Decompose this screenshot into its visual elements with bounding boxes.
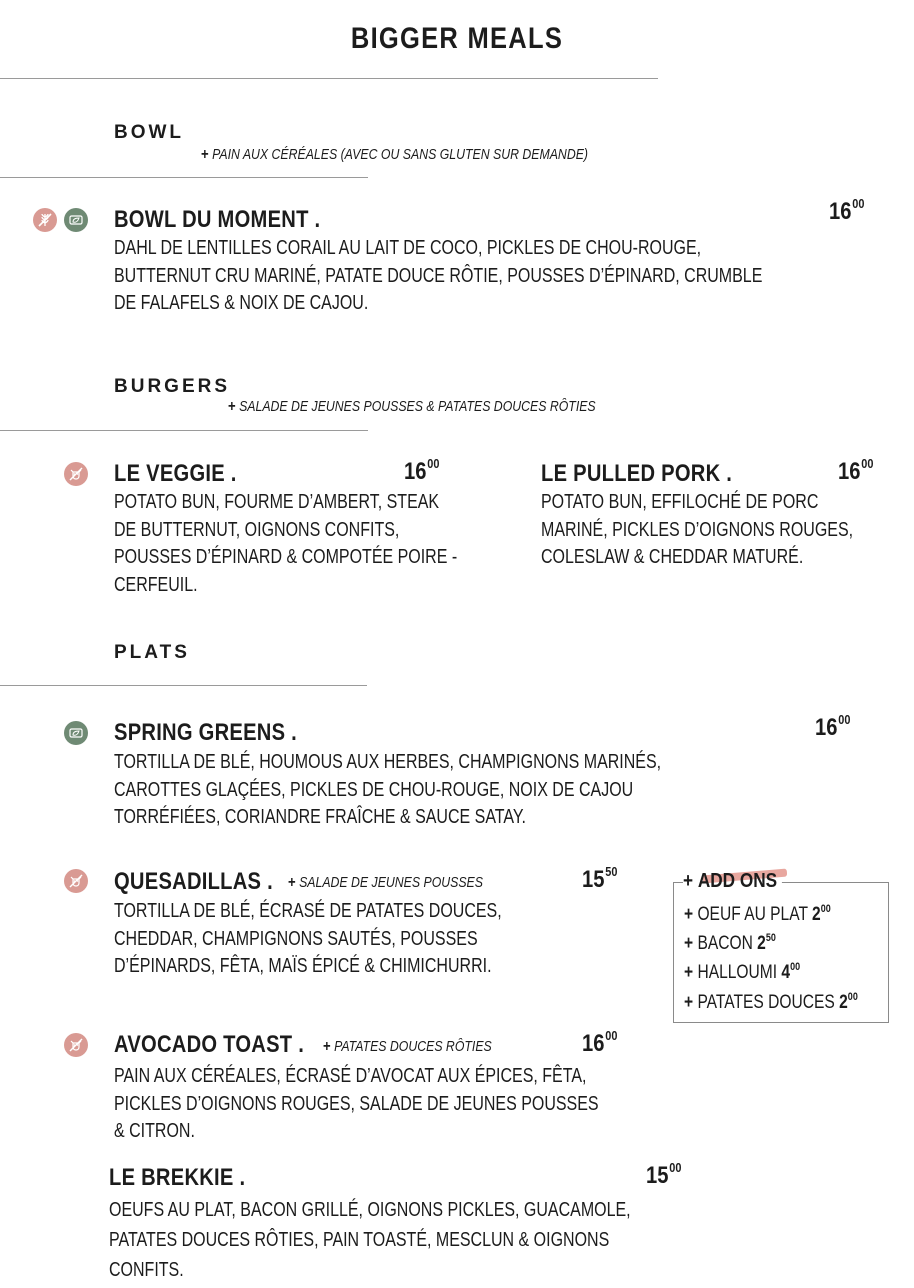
item-name-bowl-du-moment: BOWL DU MOMENT .: [114, 206, 321, 233]
addon-item: + OEUF AU PLAT $2^{00}$: [684, 903, 831, 925]
title-divider: [0, 78, 658, 79]
item-name-spring-greens: SPRING GREENS .: [114, 719, 298, 746]
page-title: BIGGER MEALS: [350, 22, 564, 55]
addon-item: + PATATES DOUCES $2^{00}$: [684, 991, 858, 1013]
addons-title: + ADD ONS: [683, 868, 782, 893]
item-desc-spring-greens: TORTILLA DE BLÉ, HOUMOUS AUX HERBES, CHAMPIGNONS MARINÉS, CAROTTES GLAÇÉES, PICKLES DE CHOU-ROUGE, NOIX DE CAJOU TORRÉFIÉES, CORIANDRE FRAÎCHE & SAUCE SATAY.: [114, 751, 662, 828]
item-name-le-pulled-pork: LE PULLED PORK .: [541, 460, 733, 487]
vegan-leaf-icon: [64, 721, 88, 745]
vegan-leaf-icon: [64, 208, 88, 232]
item-name-avocado-toast: AVOCADO TOAST .: [114, 1031, 305, 1058]
item-name-quesadillas: QUESADILLAS .: [114, 868, 273, 895]
item-price-le-veggie: $16^{00}$: [404, 456, 440, 485]
item-note-avocado-toast: + PATATES DOUCES RÔTIES: [323, 1038, 492, 1055]
item-note-quesadillas: + SALADE DE JEUNES POUSSES: [288, 874, 483, 891]
section-heading-burgers: BURGERS: [114, 376, 231, 397]
item-price-le-pulled-pork: $16^{00}$: [838, 456, 874, 485]
section-divider-burgers: [0, 430, 368, 431]
vegetarian-cow-icon: [64, 1033, 88, 1057]
item-price-le-brekkie: $15^{00}$: [646, 1160, 682, 1189]
item-desc-le-veggie: POTATO BUN, FOURME D’AMBERT, STEAK DE BUTTERNUT, OIGNONS CONFITS, POUSSES D’ÉPINARD & COMPOTÉE POIRE - CERFEUIL.: [114, 491, 458, 596]
item-price-spring-greens: $16^{00}$: [815, 712, 851, 741]
addon-item: + BACON $2^{50}$: [684, 932, 776, 954]
vegetarian-cow-icon: [64, 869, 88, 893]
section-divider-plats: [0, 685, 367, 686]
section-note-bowl: + PAIN AUX CÉRÉALES (AVEC OU SANS GLUTEN SUR DEMANDE): [201, 146, 589, 163]
section-note-burgers: + SALADE DE JEUNES POUSSES & PATATES DOUCES RÔTIES: [228, 398, 596, 415]
item-price-quesadillas: $15^{50}$: [582, 864, 618, 893]
item-name-le-veggie: LE VEGGIE .: [114, 460, 237, 487]
no-gluten-icon: [33, 208, 57, 232]
addon-item: + HALLOUMI $4^{00}$: [684, 961, 801, 983]
section-heading-plats: PLATS: [114, 642, 190, 663]
item-name-le-brekkie: LE BREKKIE .: [109, 1164, 246, 1191]
item-desc-avocado-toast: PAIN AUX CÉRÉALES, ÉCRASÉ D’AVOCAT AUX ÉPICES, FÊTA, PICKLES D’OIGNONS ROUGES, SALADE DE JEUNES POUSSES & CITRON.: [114, 1065, 599, 1142]
section-heading-bowl: BOWL: [114, 122, 185, 143]
item-desc-quesadillas: TORTILLA DE BLÉ, ÉCRASÉ DE PATATES DOUCES, CHEDDAR, CHAMPIGNONS SAUTÉS, POUSSES D’ÉPINARDS, FÊTA, MAÏS ÉPICÉ & CHIMICHURRI.: [114, 900, 502, 977]
item-desc-le-brekkie: OEUFS AU PLAT, BACON GRILLÉ, OIGNONS PICKLES, GUACAMOLE, PATATES DOUCES RÔTIES, PAIN TOASTÉ, MESCLUN & OIGNONS CONFITS.: [109, 1199, 631, 1281]
item-price-bowl-du-moment: $16^{00}$: [829, 196, 865, 225]
vegetarian-cow-icon: [64, 462, 88, 486]
section-divider-bowl: [0, 177, 368, 178]
item-price-avocado-toast: $16^{00}$: [582, 1028, 618, 1057]
item-desc-bowl-du-moment: DAHL DE LENTILLES CORAIL AU LAIT DE COCO, PICKLES DE CHOU-ROUGE, BUTTERNUT CRU MARINÉ, PATATE DOUCE RÔTIE, POUSSES D’ÉPINARD, CRUMBLE DE FALAFELS & NOIX DE CAJOU.: [114, 237, 763, 314]
item-desc-le-pulled-pork: POTATO BUN, EFFILOCHÉ DE PORC MARINÉ, PICKLES D’OIGNONS ROUGES, COLESLAW & CHEDDAR MATURÉ.: [541, 491, 854, 568]
